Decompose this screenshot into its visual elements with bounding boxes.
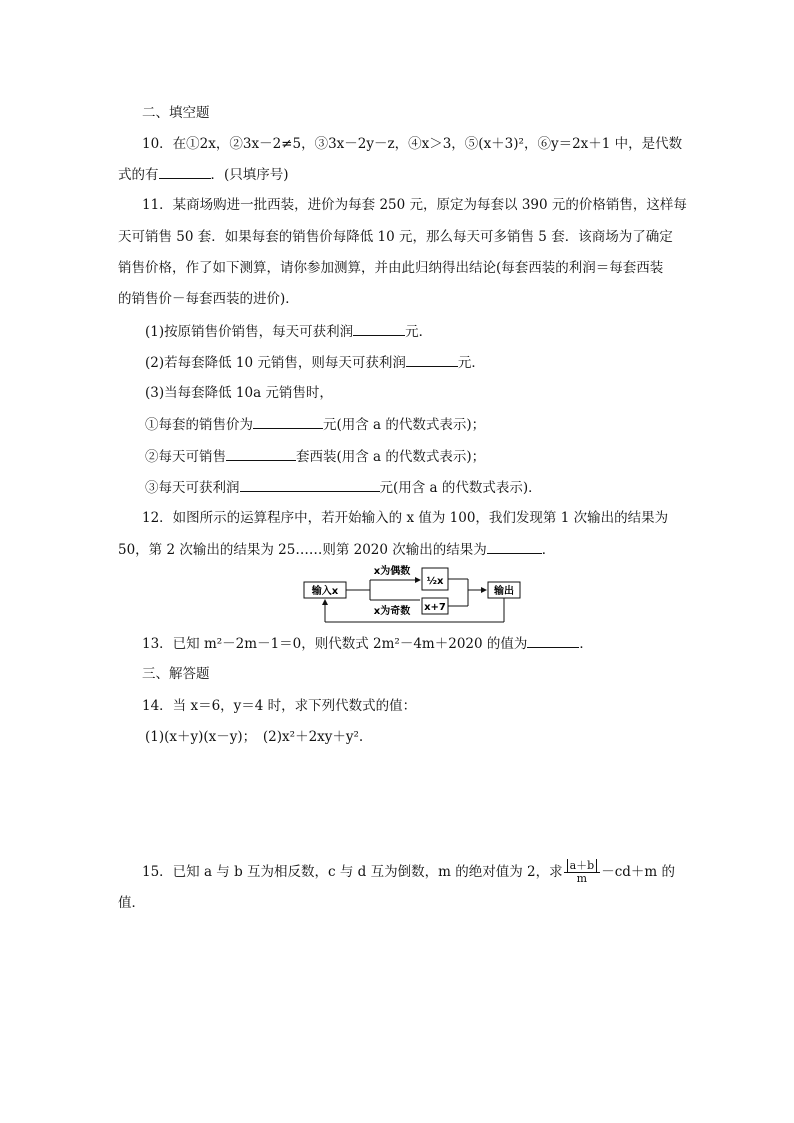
question-11-part-3: (3)当每套降低 10a 元销售时， bbox=[145, 385, 333, 401]
question-14-line-2: (1)(x＋y)(x－y)； (2)x²＋2xy＋y². bbox=[145, 729, 364, 745]
question-15-line-2: 值． bbox=[118, 895, 145, 911]
fraction-numerator: a＋b bbox=[567, 859, 598, 872]
question-11-sub-2 bbox=[145, 446, 485, 467]
question-11-part-2 bbox=[145, 352, 485, 373]
question-11-line-1: 11．某商场购进一批西装，进价为每套 250 元，原定为每套以 390 元的价格销售，这样每 bbox=[142, 197, 687, 213]
answer-blank[interactable] bbox=[406, 352, 458, 367]
answer-blank[interactable] bbox=[159, 164, 211, 179]
fraction-expression bbox=[564, 860, 601, 885]
answer-blank[interactable] bbox=[487, 539, 542, 554]
q13-text-a: 13．已知 m²－2m－1＝0，则代数式 2m²－4m＋2020 的值为 bbox=[142, 636, 528, 652]
question-11-sub-3 bbox=[145, 477, 542, 498]
q13-text-b: ． bbox=[579, 636, 593, 652]
answer-blank[interactable] bbox=[527, 633, 579, 648]
q11-p1-text-b: 元． bbox=[405, 324, 433, 340]
question-13 bbox=[142, 633, 593, 654]
question-12-line-1: 12．如图所示的运算程序中，若开始输入的 x 值为 100，我们发现第 1 次输出的结果为 bbox=[142, 510, 669, 526]
q11-s2-text-b: 套西装(用含 a 的代数式表示)； bbox=[296, 449, 486, 465]
question-11-sub-1 bbox=[145, 414, 485, 435]
question-11-line-2: 天可销售 50 套．如果每套的销售价每降低 10 元，那么每天可多销售 5 套．该商场为了确定 bbox=[118, 229, 673, 245]
flow-even-label: x为偶数 bbox=[373, 566, 411, 577]
answer-blank[interactable] bbox=[226, 446, 296, 461]
flow-half-label: ½x bbox=[426, 576, 444, 587]
q12-text-b: ． bbox=[541, 542, 556, 558]
q15-text-b: －cd＋m 的 bbox=[601, 864, 675, 880]
question-14-line-1: 14．当 x＝6，y＝4 时，求下列代数式的值： bbox=[142, 698, 417, 714]
section-answer-title: 三、解答题 bbox=[142, 666, 210, 682]
q11-p1-text-a: (1)按原销售价销售，每天可获利润 bbox=[145, 324, 354, 340]
answer-blank[interactable] bbox=[240, 477, 380, 492]
q11-p2-text-a: (2)若每套降低 10 元销售，则每天可获利润 bbox=[145, 355, 406, 371]
answer-blank[interactable] bbox=[353, 321, 405, 336]
question-11-line-4: 的销售价－每套西装的进价)． bbox=[118, 291, 299, 307]
flow-plus7-label: x+7 bbox=[424, 602, 446, 613]
fraction-denominator: m bbox=[576, 872, 588, 885]
q11-s3-text-b: 元(用含 a 的代数式表示)． bbox=[379, 480, 542, 496]
answer-blank[interactable] bbox=[253, 414, 323, 429]
question-11-line-3: 销售价格，作了如下测算，请你参加测算，并由此归纳得出结论(每套西装的利润＝每套西装 bbox=[118, 260, 664, 276]
q12-text-a: 50，第 2 次输出的结果为 25……则第 2020 次输出的结果为 bbox=[118, 542, 487, 558]
section-fill-in-title: 二、填空题 bbox=[142, 105, 210, 121]
flow-odd-label: x为奇数 bbox=[373, 606, 411, 617]
question-11-part-1 bbox=[145, 321, 432, 342]
q11-s1-text-a: ①每套的销售价为 bbox=[145, 417, 253, 433]
question-10-line-2 bbox=[118, 164, 289, 185]
q15-text-a: 15．已知 a 与 b 互为相反数，c 与 d 互为倒数，m 的绝对值为 2，求 bbox=[142, 864, 563, 880]
q11-s1-text-b: 元(用含 a 的代数式表示)； bbox=[323, 417, 486, 433]
flowchart bbox=[298, 562, 526, 626]
q11-s2-text-a: ②每天可销售 bbox=[145, 449, 226, 465]
question-15-line-1 bbox=[142, 858, 675, 886]
q11-p2-text-b: 元． bbox=[457, 355, 485, 371]
question-10-line-1: 10．在①2x，②3x－2≠5，③3x－2y－z，④x＞3，⑤(x＋3)²，⑥y＝2x＋1 中，是代数 bbox=[142, 136, 683, 152]
flow-output-label: 输出 bbox=[494, 586, 514, 597]
q10-text-b: ．(只填序号) bbox=[210, 167, 289, 183]
question-12-line-2 bbox=[118, 539, 555, 560]
q10-text-a: 式的有 bbox=[118, 167, 159, 183]
flow-input-label: 输入x bbox=[311, 586, 339, 597]
q11-s3-text-a: ③每天可获利润 bbox=[145, 480, 240, 496]
